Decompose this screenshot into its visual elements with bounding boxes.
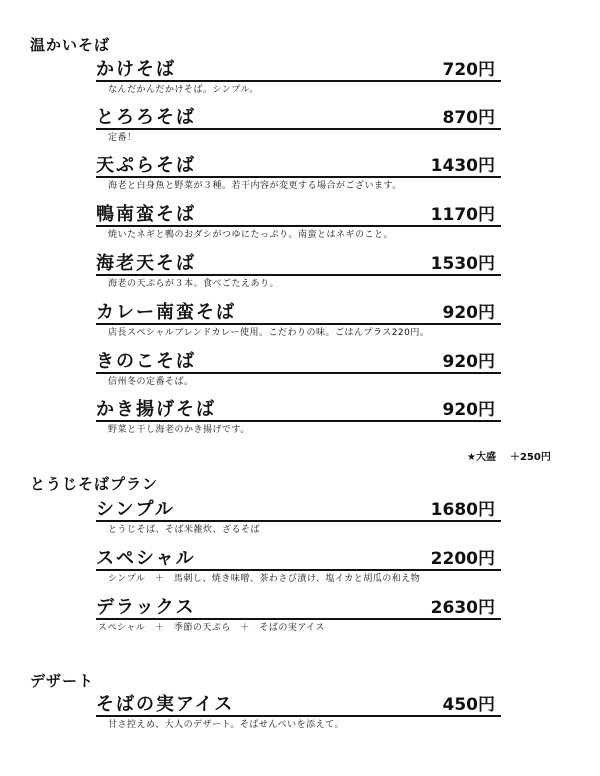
item-price: 920円: [442, 352, 495, 372]
item-name: スペシャル: [96, 548, 196, 569]
item-row: [96, 498, 501, 522]
item-price: 1170円: [430, 205, 495, 225]
menu-item-kakiage-soba: [96, 398, 501, 437]
item-description: 定番！: [108, 133, 137, 143]
menu-item-kamo-nanban-soba: [96, 203, 501, 242]
item-description: 信州冬の定番そば。: [108, 377, 194, 387]
item-row: [96, 106, 501, 130]
item-name: かき揚げそば: [96, 399, 216, 420]
section-title-hot-soba: 温かいそば: [30, 36, 111, 54]
item-description: スペシャル ＋ 季節の天ぷら ＋ そばの実アイス: [98, 623, 325, 633]
menu-item-kake-soba: [96, 58, 501, 97]
item-price: 1430円: [430, 156, 495, 176]
item-price: 920円: [442, 400, 495, 420]
item-price: 1530円: [430, 254, 495, 274]
item-description: 甘さ控えめ、大人のデザート。そばせんべいを添えて。: [108, 720, 344, 730]
menu-item-ebiten-soba: [96, 252, 501, 291]
item-row: [96, 252, 501, 276]
item-description: 焼いたネギと鴨のおダシがつゆにたっぷり。南蛮とはネギのこと。: [108, 230, 394, 240]
item-description: とうじそば、そば米雑炊、ざるそば: [108, 525, 261, 535]
item-price: 720円: [442, 60, 495, 80]
item-name: きのこそば: [96, 351, 196, 372]
item-price: 870円: [442, 108, 495, 128]
item-price: 920円: [442, 303, 495, 323]
item-description: シンプル ＋ 馬刺し、焼き味噌、茶わさび漬け、塩イカと胡瓜の和え物: [108, 574, 421, 584]
item-price: 450円: [442, 695, 495, 715]
menu-item-curry-nanban-soba: [96, 301, 501, 340]
menu-item-deluxe-plan: [96, 596, 501, 635]
oomori-price: ＋250円: [509, 452, 551, 463]
item-row: [96, 154, 501, 178]
item-row: [96, 203, 501, 227]
item-row: [96, 693, 501, 717]
item-name: 鴨南蛮そば: [96, 204, 196, 225]
menu-item-tempura-soba: [96, 154, 501, 193]
menu-item-kinoko-soba: [96, 350, 501, 389]
item-name: かけそば: [96, 59, 176, 80]
item-name: 海老天そば: [96, 253, 196, 274]
item-row: [96, 547, 501, 571]
item-name: とろろそば: [96, 107, 196, 128]
item-row: [96, 398, 501, 422]
item-name: 天ぷらそば: [96, 155, 196, 176]
item-description: 野菜と干し海老のかき揚げです。: [108, 425, 250, 435]
section-title-touji-plan: とうじそばプラン: [30, 475, 159, 493]
oomori-note: [467, 448, 551, 463]
item-row: [96, 301, 501, 325]
item-price: 2200円: [430, 549, 495, 569]
item-row: [96, 58, 501, 82]
menu-item-soba-ice: [96, 693, 501, 732]
item-name: シンプル: [96, 499, 175, 520]
item-description: 海老の天ぷらが３本。食べごたえあり。: [108, 279, 280, 289]
oomori-label: ★大盛: [467, 452, 496, 463]
item-name: デラックス: [96, 597, 196, 618]
menu-item-simple-plan: [96, 498, 501, 537]
section-title-dessert: デザート: [30, 672, 95, 690]
item-row: [96, 596, 501, 620]
item-name: カレー南蛮そば: [96, 302, 236, 323]
item-row: [96, 350, 501, 374]
item-price: 2630円: [430, 598, 495, 618]
item-description: 店長スペシャルブレンドカレー使用。こだわりの味。ごはんプラス220円。: [108, 328, 430, 338]
item-price: 1680円: [430, 500, 495, 520]
menu-item-tororo-soba: [96, 106, 501, 145]
menu-item-special-plan: [96, 547, 501, 586]
item-name: そばの実アイス: [96, 694, 235, 715]
item-description: なんだかんだかけそば。シンプル。: [108, 85, 259, 95]
item-description: 海老と白身魚と野菜が３種。若干内容が変更する場合がございます。: [108, 181, 402, 191]
